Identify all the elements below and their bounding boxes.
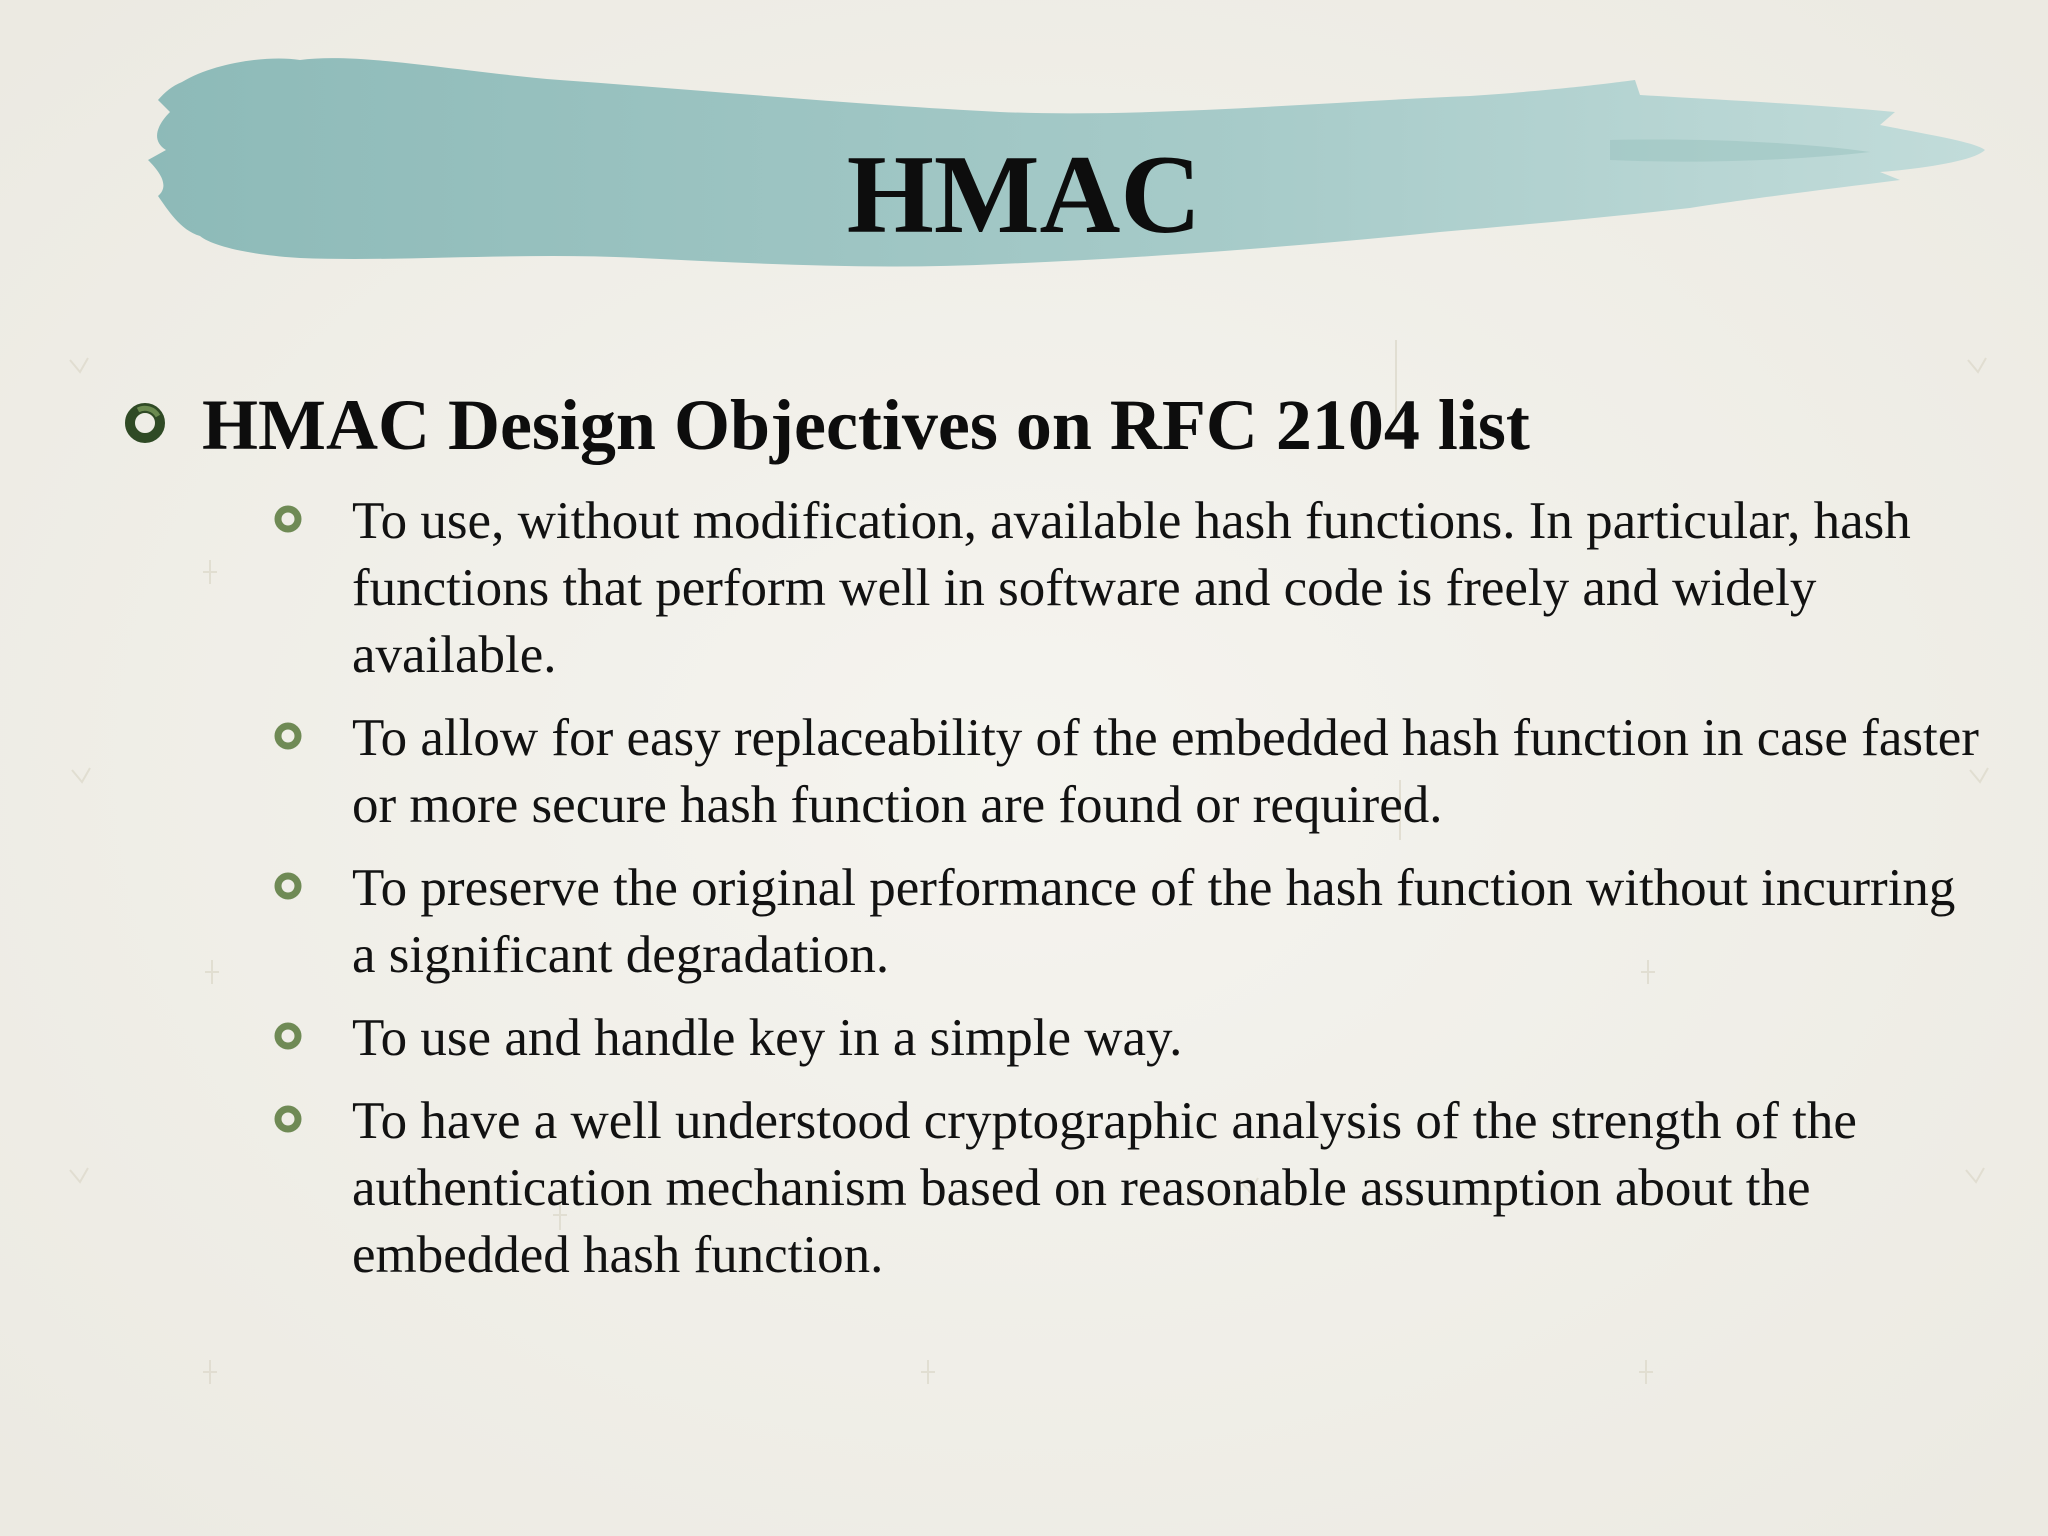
ring-bullet-icon	[273, 1021, 303, 1051]
sub-bullet-text: To use, without modification, available hash functions. In particular, hash functions that perform well in software and code is freely and widely available.	[352, 492, 1911, 684]
sub-bullet-item	[270, 488, 1990, 689]
slide-title: HMAC	[846, 133, 1202, 257]
sub-bullet-item	[270, 705, 1990, 839]
ring-bullet-icon	[124, 402, 166, 444]
sub-bullet-item	[270, 1005, 1990, 1072]
main-bullet	[124, 380, 1974, 470]
sub-bullet-item	[270, 855, 1990, 989]
ring-bullet-icon	[273, 871, 303, 901]
sub-bullet-text: To have a well understood cryptographic analysis of the strength of the authentication mechanism based on reasonable assumption about the embedded hash function.	[352, 1092, 1857, 1284]
ring-bullet-icon	[273, 1104, 303, 1134]
sub-bullet-text: To use and handle key in a simple way.	[352, 1009, 1183, 1067]
sub-bullet-text: To allow for easy replaceability of the embedded hash function in case faster or more secure hash function are found or required.	[352, 709, 1979, 834]
main-bullet-text: HMAC Design Objectives on RFC 2104 list	[202, 385, 1530, 465]
ring-bullet-icon	[273, 504, 303, 534]
sub-bullet-text: To preserve the original performance of the hash function without incurring a significant degradation.	[352, 859, 1956, 984]
sub-bullet-item	[270, 1088, 1990, 1289]
sub-bullet-list	[270, 488, 1990, 1305]
ring-bullet-icon	[273, 721, 303, 751]
